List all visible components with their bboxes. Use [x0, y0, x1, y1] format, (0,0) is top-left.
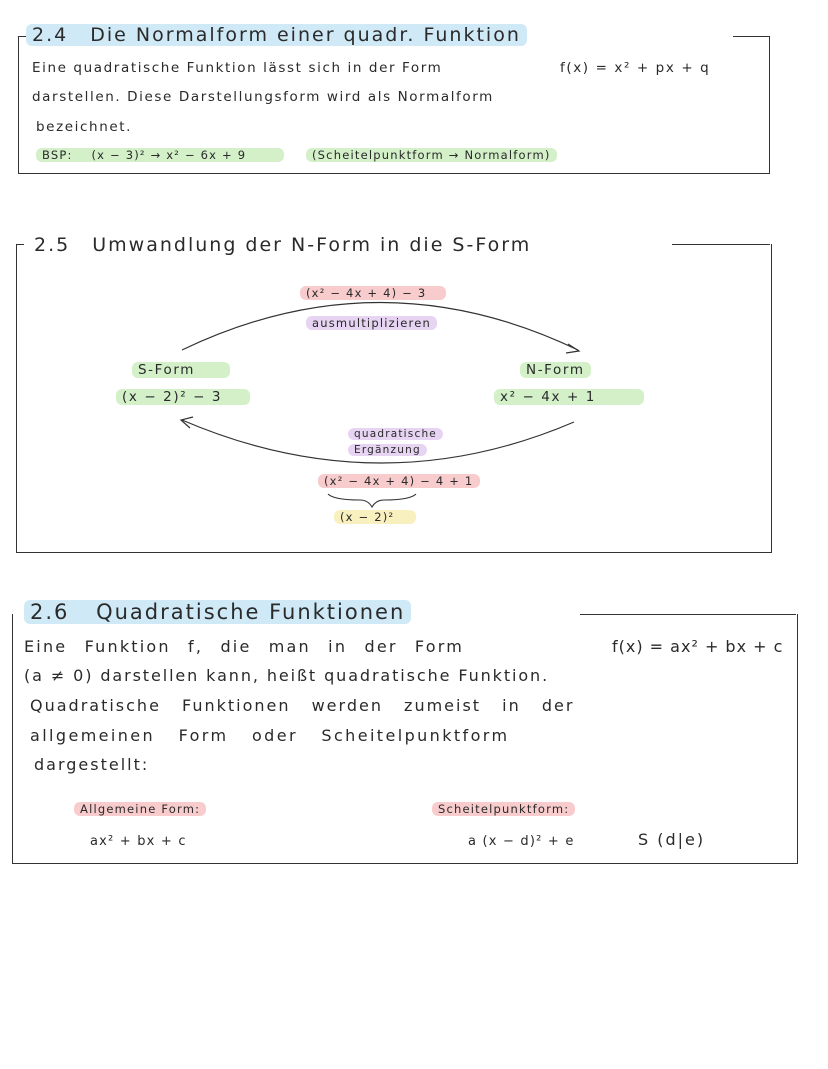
vertex-form-expression: a (x − d)² + e	[468, 834, 575, 849]
bottom-expression: (x² − 4x + 4) − 4 + 1	[318, 474, 480, 488]
bottom-label-quadratische: quadratische	[348, 428, 443, 440]
general-form-expression: ax² + bx + c	[90, 834, 187, 849]
section-2-6-line-5: dargestellt:	[34, 755, 150, 774]
section-2-6-top-rule	[580, 614, 796, 615]
s-form-expression: (x − 2)² − 3	[116, 389, 250, 405]
example-label: BSP:	[42, 148, 73, 162]
section-2-4-line-1: Eine quadratische Funktion lässt sich in der Form	[32, 60, 443, 76]
bottom-label-ergaenzung: Ergänzung	[348, 444, 427, 456]
underbrace	[328, 494, 416, 507]
n-form-label: N-Form	[520, 362, 591, 378]
n-form-expression: x² − 4x + 1	[494, 389, 644, 405]
s-form-label: S-Form	[132, 362, 230, 378]
section-2-4-formula: f(x) = x² + px + q	[560, 60, 711, 76]
top-expression: (x² − 4x + 4) − 3	[300, 286, 446, 300]
section-2-4-heading: Die Normalform einer quadr. Funktion	[90, 24, 521, 46]
section-2-6-line-2: (a ≠ 0) darstellen kann, heißt quadratische Funktion.	[24, 666, 550, 685]
bottom-result: (x − 2)²	[334, 510, 416, 524]
section-2-6-heading: Quadratische Funktionen	[96, 600, 406, 624]
section-2-6-formula: f(x) = ax² + bx + c	[612, 637, 784, 656]
section-2-6-title	[24, 600, 411, 624]
section-2-4-line-3: bezeichnet.	[36, 119, 133, 135]
section-2-4-example-note: (Scheitelpunktform → Normalform)	[306, 148, 557, 162]
vertex-form-label: Scheitelpunktform:	[432, 802, 575, 816]
section-2-6-line-1: Eine Funktion f, die man in der Form	[24, 637, 465, 656]
vertex-point: S (d|e)	[638, 830, 706, 849]
section-2-6-line-4: allgemeinen Form oder Scheitelpunktform	[30, 726, 510, 745]
general-form-label: Allgemeine Form:	[74, 802, 206, 816]
section-2-4-line-2: darstellen. Diese Darstellungsform wird als Normalform	[32, 89, 494, 105]
bottom-arrow	[182, 420, 574, 463]
section-2-5-heading: Umwandlung der N-Form in die S-Form	[92, 234, 532, 256]
section-2-6-number: 2.6	[30, 600, 70, 624]
top-label-ausmultiplizieren: ausmultiplizieren	[306, 316, 437, 330]
section-2-4-number: 2.4	[32, 24, 69, 46]
example-expression: (x − 3)² → x² − 6x + 9	[91, 148, 247, 162]
section-2-5-number: 2.5	[34, 234, 71, 256]
top-arrow	[182, 303, 578, 351]
section-2-6-line-3: Quadratische Funktionen werden zumeist in der	[30, 696, 575, 715]
